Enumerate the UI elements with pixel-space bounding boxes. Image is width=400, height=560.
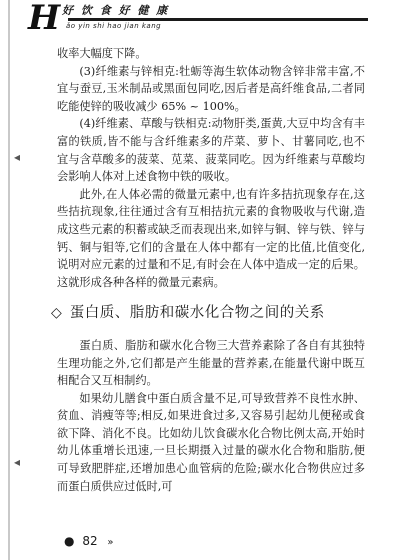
left-margin-rule (8, 0, 10, 560)
bullet-icon: ● (64, 534, 75, 548)
page-header (28, 2, 400, 40)
diamond-icon: ◇ (51, 305, 60, 322)
paragraph: (4)纤维素、草酸与铁相克:动物肝类,蛋黄,大豆中均含有丰富的铁质,皆不能与含纤维素多的芹菜、萝卜、甘薯同吃,也不宜与含草酸多的菠菜、苋菜、菠菜同吃。因为纤维素与草酸均会影响人体对上述食物中铁的吸收。 (57, 117, 365, 184)
margin-mark: ◂ (14, 150, 21, 164)
header-title: 好 饮 食 好 健 康 (62, 4, 170, 17)
page-content (51, 45, 365, 495)
page-number: 82 (82, 534, 98, 548)
margin-mark: ◂ (14, 455, 21, 469)
paragraph: 蛋白质、脂肪和碳水化合物三大营养素除了各自有其独特生理功能之外,它们都是产生能量的营养素,在能量代谢中既互相配合又互相制约。 (57, 338, 365, 388)
section-title: 蛋白质、脂肪和碳水化合物之间的关系 (69, 305, 325, 322)
section-heading (51, 305, 365, 323)
paragraph: 收率大幅度下降。 (57, 47, 147, 60)
header-pinyin: ǎo yin shi hao jian kang (66, 22, 162, 30)
header-logo-letter: H (28, 0, 61, 38)
page-footer (64, 534, 114, 548)
paragraph: 如果幼儿膳食中蛋白质含量不足,可导致营养不良性水肿、贫血、消瘦等等;相反,如果进食过多,又容易引起幼儿便秘或食欲下降、消化不良。比如幼儿饮食碳水化合物比例太高,开始时幼儿体重增长迅速,一旦长期摄入过量的碳水化合物和脂肪,便可导致肥胖症,还增加患心血管病的危险;碳水化合物供应过多而蛋白质供应过低时,可 (57, 391, 365, 493)
arrows-icon: » (107, 537, 114, 548)
paragraph: 此外,在人体必需的微量元素中,也有许多拮抗现象存在,这些拮抗现象,往往通过含有互相拮抗元素的食物吸收与代谢,造成这些元素的积蓄或缺乏而表现出来,如锌与铜、锌与铁、锌与钙、铜与钼等,它们的含量在人体中都有一定的比值,比值变化,说明对应元素的过量和不足,有时会在人体中造成一定的后果。这就形成各种各样的微量元素病。 (57, 187, 365, 289)
header-band (68, 18, 368, 21)
paragraph: (3)纤维素与锌相克:牡蛎等海生软体动物含锌非常丰富,不宜与蚕豆,玉米制品或黑面包同吃,因后者是高纤维食品,二者同吃能使锌的吸收减少 65% ~ 100%。 (57, 64, 365, 113)
